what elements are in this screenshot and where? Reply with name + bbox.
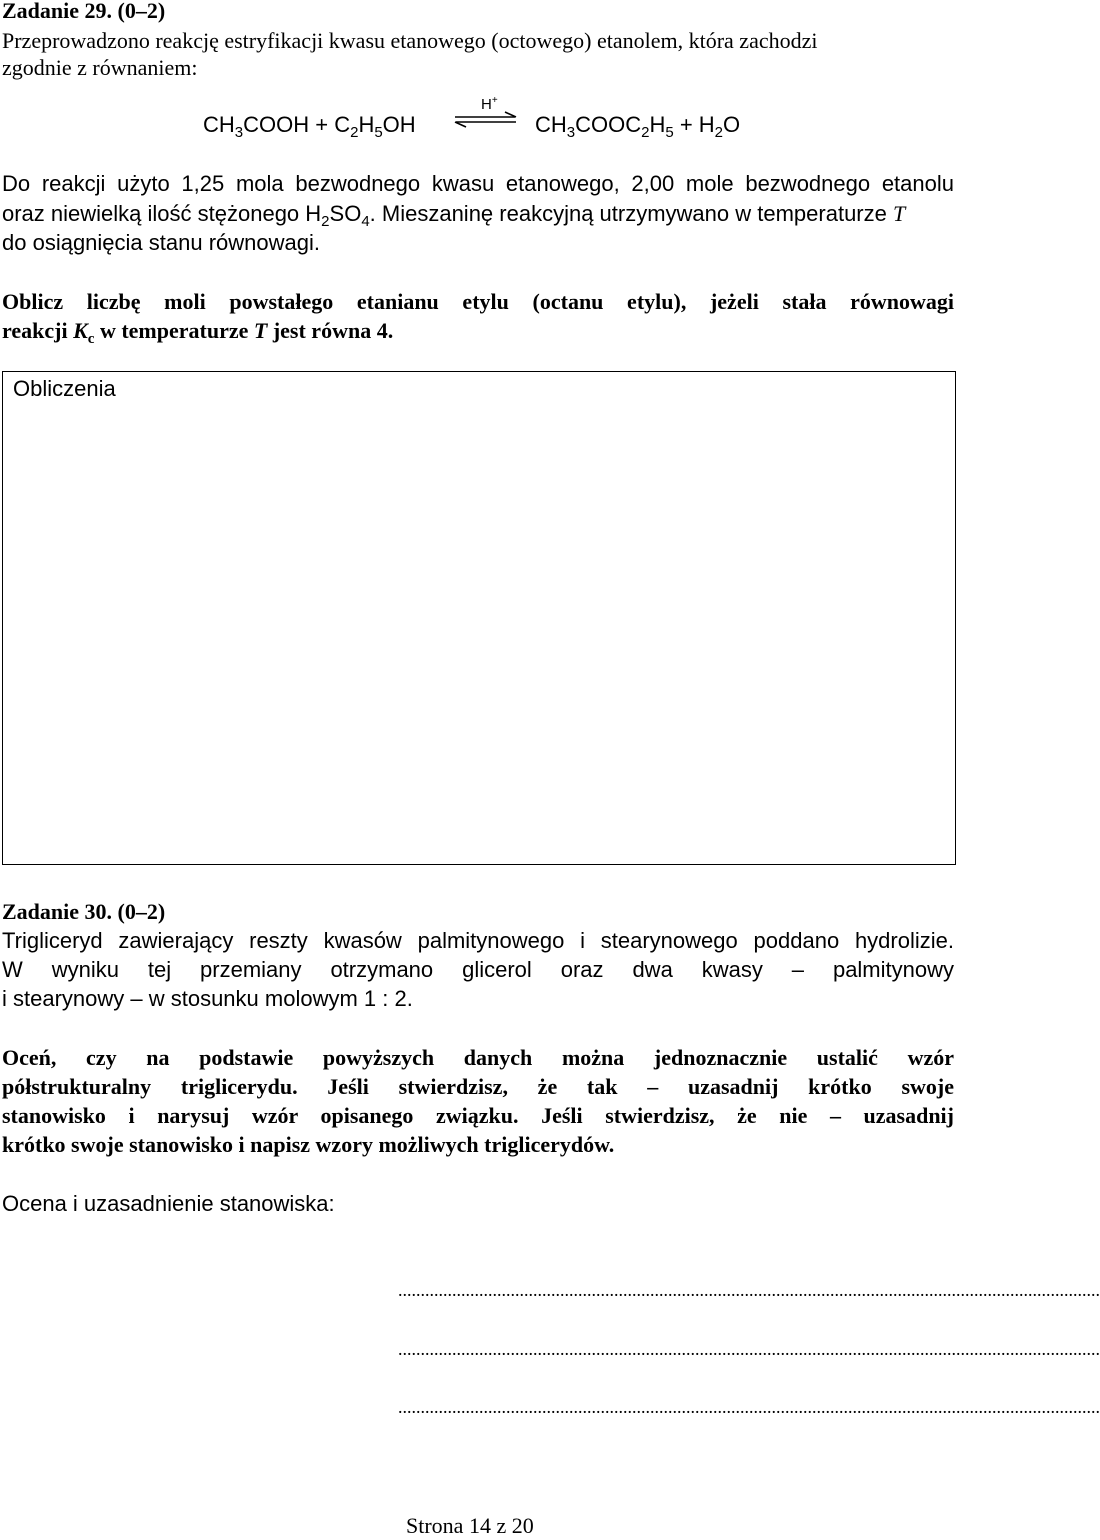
task30-question-line2: półstrukturalny triglicerydu. Jeśli stwierdzisz, że tak – uzasadnij krótko swoje: [2, 1074, 954, 1099]
task29-intro-line2: zgodnie z równaniem:: [2, 55, 198, 80]
task29-question-line1: Oblicz liczbę moli powstałego etanianu etylu (octanu etylu), jeżeli stała równowagi: [2, 289, 954, 314]
answer-line-1[interactable]: ............................................................................................................................................................: [398, 1280, 1100, 1300]
answer-line-3[interactable]: ............................................................................................................................................................: [398, 1397, 1100, 1417]
equation-left: $CH_3COOH + C_2H_5OH$: [203, 112, 416, 141]
task29-conditions-line2: oraz niewielką ilość stężonego $H_2SO_4$. Mieszaninę reakcyjną utrzymywano w temperaturze T: [2, 201, 906, 230]
equation-right: $CH_3COOC_2H_5 + H_2O$: [535, 112, 741, 141]
task30-text-line1: Trigliceryd zawierający reszty kwasów palmitynowego i stearynowego poddano hydrolizie.: [2, 928, 954, 953]
task29-intro-line1: Przeprowadzono reakcję estryfikacji kwasu etanowego (octowego) etanolem, która zachodzi: [2, 28, 818, 53]
task30-text-line3: i stearynowy – w stosunku molowym 1 : 2.: [2, 986, 413, 1011]
task29-conditions-line3: do osiągnięcia stanu równowagi.: [2, 230, 320, 255]
page-number: Strona 14 z 20: [406, 1513, 534, 1538]
task30-question-line1: Oceń, czy na podstawie powyższych danych można jednoznacznie ustalić wzór: [2, 1045, 954, 1070]
task30-header: Zadanie 30. (0–2): [2, 899, 166, 924]
task30-question-line3: stanowisko i narysuj wzór opisanego związku. Jeśli stwierdzisz, że nie – uzasadnij: [2, 1103, 954, 1128]
answer-label: Ocena i uzasadnienie stanowiska:: [2, 1191, 335, 1216]
task29-header: Zadanie 29. (0–2): [2, 0, 166, 23]
task29-question-line2: reakcji $K_c$ w temperaturze T jest równa 4.: [2, 318, 394, 347]
catalyst-label: H+: [481, 95, 498, 113]
calculation-box[interactable]: [2, 371, 956, 865]
equilibrium-arrow-icon: [453, 90, 519, 130]
task29-conditions-line1: Do reakcji użyto 1,25 mola bezwodnego kwasu etanowego, 2,00 mole bezwodnego etanolu: [2, 171, 954, 196]
task30-text-line2: W wyniku tej przemiany otrzymano glicerol oraz dwa kwasy – palmitynowy: [2, 957, 954, 982]
answer-line-2[interactable]: ............................................................................................................................................................: [398, 1339, 1100, 1359]
calculation-label: Obliczenia: [13, 376, 116, 401]
task30-question-line4: krótko swoje stanowisko i napisz wzory możliwych triglicerydów.: [2, 1132, 615, 1157]
